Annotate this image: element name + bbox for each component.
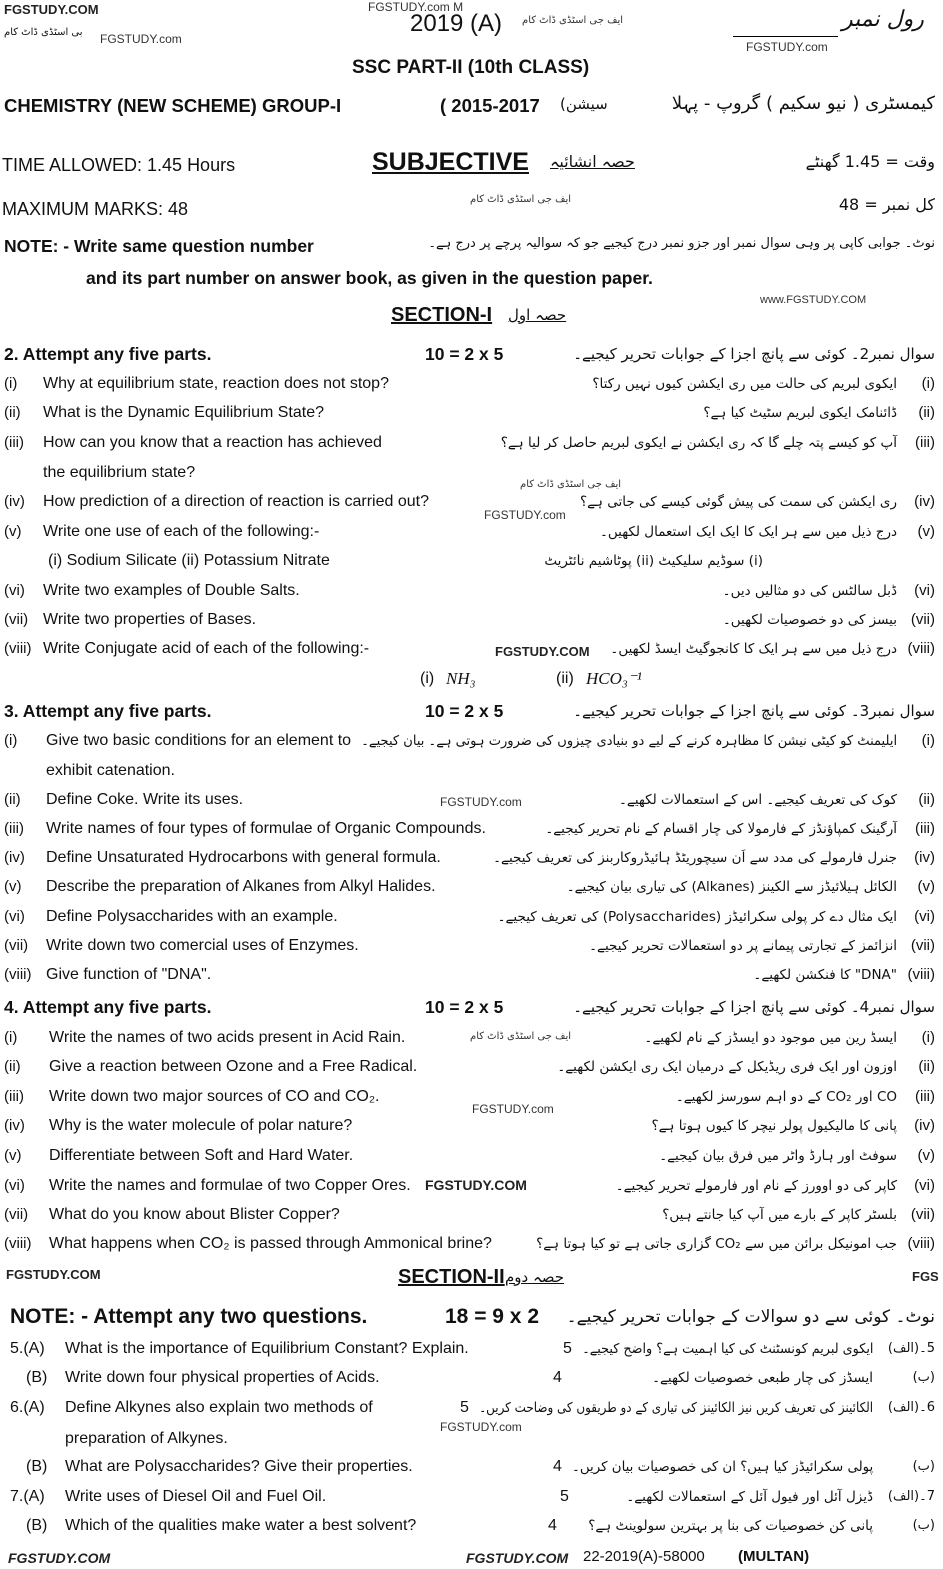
question-heading-urdu: سوال نمبر4۔ کوئی سے پانچ اجزا کے جوابات تحریر کیجیے۔ xyxy=(573,998,935,1016)
part-number-urdu: (viii) xyxy=(907,1235,935,1252)
part-text-urdu: بیسز کی دو خصوصیات لکھیں۔ xyxy=(722,612,897,628)
watermark: ایف جی اسٹڈی ڈاٹ کام xyxy=(520,479,622,490)
watermark: FGSTUDY.COM xyxy=(495,644,590,659)
part-text: preparation of Alkynes. xyxy=(65,1430,228,1447)
part-number: (ii) xyxy=(4,1058,21,1075)
part-marks: 5 xyxy=(563,1340,572,1357)
question-part xyxy=(0,1174,943,1198)
watermark: FGSTUDY.COM xyxy=(4,2,99,17)
part-number-urdu: (viii) xyxy=(907,966,935,983)
question-heading xyxy=(0,995,943,1019)
note-line-2: and its part number on answer book, as given in the question paper. xyxy=(86,268,653,288)
watermark: FGSTUDY.COM xyxy=(8,1550,111,1566)
part-text: What is the importance of Equilibrium Constant? Explain. xyxy=(65,1340,469,1357)
part-text-urdu: درج ذیل میں سے ہر ایک کا ایک ایک استعمال لکھیں۔ xyxy=(599,524,897,540)
part-number-urdu: (ب) xyxy=(912,1518,935,1533)
part-number-urdu: (viii) xyxy=(907,640,935,657)
part-number: (B) xyxy=(26,1369,48,1386)
part-text: Write names of four types of formulae of Organic Compounds. xyxy=(46,820,486,837)
watermark: ایف جی اسٹڈی ڈاٹ کام xyxy=(522,15,624,26)
question-heading-urdu: سوال نمبر2۔ کوئی سے پانچ اجزا کے جوابات تحریر کیجیے۔ xyxy=(573,345,935,363)
part-text-urdu: ڈبل سالٹس کی دو مثالیں دیں۔ xyxy=(722,583,897,599)
part-number: (i) xyxy=(4,732,18,749)
part-number: (vii) xyxy=(4,611,29,628)
part-number: (iii) xyxy=(4,1088,24,1105)
paper-code: 22-2019(A)-58000 xyxy=(583,1548,705,1565)
question-part xyxy=(0,461,943,485)
question-part xyxy=(0,1085,943,1109)
formula: HCO₃⁻¹ xyxy=(586,669,642,688)
question-part xyxy=(0,1026,943,1050)
note-urdu: نوٹ۔ جوابی کاپی پر وہی سوال نمبر اور جزو نمبر درج کیجیے جو کہ سوالیہ پرچے پر درج ہے۔ xyxy=(428,236,935,251)
part-number-urdu: (i) xyxy=(921,375,935,392)
part-number: (B) xyxy=(26,1458,48,1475)
part-number: (vi) xyxy=(4,582,25,599)
watermark: FGSTUDY.com xyxy=(100,32,182,46)
watermark: FGS xyxy=(912,1269,939,1284)
part-text: How can you know that a reaction has achieved xyxy=(43,434,382,451)
part-text-urdu: ڈائنامک ایکوی لبریم سٹیٹ کیا ہے؟ xyxy=(703,405,897,421)
part-number: (ii) xyxy=(4,791,21,808)
watermark: FGSTUDY.COM xyxy=(466,1550,569,1566)
question-part xyxy=(0,729,943,753)
part-number: (v) xyxy=(4,523,22,540)
part-number: (iv) xyxy=(4,849,25,866)
part-marks: 4 xyxy=(553,1458,562,1475)
part-text-urdu: بلسٹر کاپر کے بارے میں آپ کیا جانتے ہیں؟ xyxy=(662,1207,897,1223)
part-marks: 5 xyxy=(460,1399,469,1416)
section-1-title: SECTION-I xyxy=(391,304,493,326)
section-2-title: SECTION-II xyxy=(398,1266,505,1288)
part-number-urdu: (iii) xyxy=(915,1088,935,1105)
question-part xyxy=(0,875,943,899)
question-heading-text: 4. Attempt any five parts. xyxy=(4,997,212,1017)
watermark: FGSTUDY.com xyxy=(440,1420,522,1434)
part-text-urdu: CO اور CO₂ کے دو اہم سورسز لکھیے۔ xyxy=(675,1089,897,1105)
section-2-note-urdu: نوٹ۔ کوئی سے دو سوالات کے جوابات تحریر کیجیے۔ xyxy=(566,1307,935,1327)
part-text-urdu: ایسڈز کی چار طبعی خصوصیات لکھیے۔ xyxy=(652,1370,873,1386)
part-number-urdu: (ii) xyxy=(918,1058,935,1075)
part-number-urdu: (vi) xyxy=(914,1177,935,1194)
question-part xyxy=(0,846,943,870)
part-text-urdu: ڈیزل آئل اور فیول آئل کے استعمالات لکھیے۔ xyxy=(626,1489,873,1505)
part-number: (i) xyxy=(4,1029,18,1046)
question-marks: 10 = 2 x 5 xyxy=(425,344,504,364)
part-number: (B) xyxy=(26,1517,48,1534)
part-text-urdu: جنرل فارمولے کی مدد سے اَن سیچوریٹڈ ہائیڈروکاربنز کی تعریف کیجیے۔ xyxy=(493,850,897,866)
part-text: What is the Dynamic Equilibrium State? xyxy=(43,404,324,421)
question-part xyxy=(0,549,943,573)
watermark: FGSTUDY.com xyxy=(440,795,522,809)
question-part xyxy=(0,1514,943,1538)
question-part xyxy=(0,1203,943,1227)
question-part xyxy=(0,637,943,661)
formula: NH₃ xyxy=(446,669,476,688)
part-text-urdu: (i) سوڈیم سلیکیٹ (ii) پوٹاشیم نائٹریٹ xyxy=(544,553,763,569)
part-number-urdu: (ب) xyxy=(912,1370,935,1385)
subjective-title-urdu: حصہ انشائیہ xyxy=(550,152,635,171)
part-text: How prediction of a direction of reaction is carried out? xyxy=(43,493,429,510)
question-heading xyxy=(0,699,943,723)
part-number: (iv) xyxy=(4,493,25,510)
part-number-urdu: (ب) xyxy=(912,1459,935,1474)
part-text: What are Polysaccharides? Give their properties. xyxy=(65,1458,413,1475)
part-text: Write down four physical properties of Acids. xyxy=(65,1369,380,1386)
part-number-urdu: 5۔(الف) xyxy=(887,1341,935,1356)
question-part xyxy=(0,1396,943,1420)
part-number-urdu: (iii) xyxy=(915,434,935,451)
part-number-urdu: (i) xyxy=(921,732,935,749)
question-part xyxy=(0,1232,943,1256)
paper-year: 2019 (A) xyxy=(410,10,503,37)
part-text-urdu: کوک کی تعریف کیجیے۔ اس کے استعمالات لکھیے۔ xyxy=(619,792,897,808)
part-text-urdu: سوفٹ اور ہارڈ واٹر میں فرق بیان کیجیے۔ xyxy=(659,1148,897,1164)
part-number-urdu: (vii) xyxy=(910,1206,935,1223)
part-text: Write uses of Diesel Oil and Fuel Oil. xyxy=(65,1488,327,1505)
question-marks: 10 = 2 x 5 xyxy=(425,997,504,1017)
part-text-urdu: الکائل ہیلائیڈز سے الکینز (Alkanes) کی تیاری بیان کیجیے۔ xyxy=(566,879,897,895)
subject-title: CHEMISTRY (NEW SCHEME) GROUP-I xyxy=(4,95,342,116)
part-number-urdu: (i) xyxy=(921,1029,935,1046)
question-part xyxy=(0,817,943,841)
section-2-marks: 18 = 9 x 2 xyxy=(445,1305,539,1328)
question-part xyxy=(0,1455,943,1479)
part-number: (vi) xyxy=(4,908,25,925)
watermark: ایف جی اسٹڈی ڈاٹ کام xyxy=(470,194,572,205)
subjective-title: SUBJECTIVE xyxy=(372,148,529,176)
part-number: (iii) xyxy=(4,820,24,837)
part-text: Give two basic conditions for an element to xyxy=(46,732,352,749)
section-1-title-urdu: حصہ اول xyxy=(508,306,567,324)
paper-city: (MULTAN) xyxy=(738,1548,810,1565)
part-number-urdu: 7۔(الف) xyxy=(887,1489,935,1504)
part-text: exhibit catenation. xyxy=(46,762,175,779)
part-number: (iii) xyxy=(4,434,24,451)
part-text: What do you know about Blister Copper? xyxy=(49,1206,340,1223)
roll-number-label: رول نمبر xyxy=(842,7,924,32)
part-text-urdu: آپ کو کیسے پتہ چلے گا کہ ری ایکشن نے ایکوی لبریم حاصل کر لیا ہے؟ xyxy=(500,435,897,451)
part-text: Give a reaction between Ozone and a Free Radical. xyxy=(49,1058,418,1075)
part-text: (i) Sodium Silicate (ii) Potassium Nitrate xyxy=(48,552,330,569)
part-number: (vii) xyxy=(4,937,29,954)
part-number-urdu: (vii) xyxy=(910,611,935,628)
part-text-urdu: جب امونیکل برائن میں سے CO₂ گزاری جاتی ہے تو کیا ہوتا ہے؟ xyxy=(536,1236,897,1252)
part-text: Why at equilibrium state, reaction does not stop? xyxy=(43,375,389,392)
question-part xyxy=(0,1144,943,1168)
part-number: (vii) xyxy=(4,1206,29,1223)
part-text-urdu: پولی سکرائیڈز کیا ہیں؟ ان کی خصوصیات بیان کریں۔ xyxy=(571,1459,873,1475)
question-heading xyxy=(0,342,943,366)
part-text: Define Alkynes also explain two methods of xyxy=(65,1399,373,1416)
question-part xyxy=(0,401,943,425)
part-text-urdu: "DNA" کا فنکشن لکھیے۔ xyxy=(753,967,897,983)
question-heading-text: 3. Attempt any five parts. xyxy=(4,701,212,721)
section-2-title-urdu: حصہ دوم xyxy=(505,1268,565,1286)
question-part xyxy=(0,667,943,691)
session: ( 2015-2017 xyxy=(440,95,540,116)
question-marks: 10 = 2 x 5 xyxy=(425,701,504,721)
part-text-urdu: ایکوی لبریم کونسٹنٹ کی کیا اہمیت ہے؟ واضح کیجیے۔ xyxy=(581,1341,873,1357)
watermark: FGSTUDY.COM xyxy=(425,1177,527,1193)
question-heading-text: 2. Attempt any five parts. xyxy=(4,344,212,364)
question-part xyxy=(0,1055,943,1079)
question-part xyxy=(0,490,943,514)
part-text: Define Coke. Write its uses. xyxy=(46,791,244,808)
part-text: Write two examples of Double Salts. xyxy=(43,582,300,599)
part-number: (viii) xyxy=(4,1235,32,1252)
formula-label: (i) xyxy=(420,670,435,687)
part-number-urdu: (ii) xyxy=(918,791,935,808)
part-text-urdu: اوزون اور ایک فری ریڈیکل کے درمیان ایک ری ایکشن لکھیے۔ xyxy=(557,1059,897,1075)
part-text-urdu: درج ذیل میں سے ہر ایک کا کانجوگیٹ ایسڈ لکھیں۔ xyxy=(610,641,897,657)
part-number-urdu: (v) xyxy=(917,523,935,540)
part-text: Write one use of each of the following:- xyxy=(43,523,320,540)
question-part xyxy=(0,1337,943,1361)
part-number: (ii) xyxy=(4,404,21,421)
question-heading-urdu: سوال نمبر3۔ کوئی سے پانچ اجزا کے جوابات تحریر کیجیے۔ xyxy=(573,702,935,720)
watermark: ایف جی اسٹڈی ڈاٹ کام xyxy=(470,1031,572,1042)
question-part xyxy=(0,1114,943,1138)
part-text: Differentiate between Soft and Hard Water. xyxy=(49,1147,354,1164)
part-text: Write Conjugate acid of each of the following:- xyxy=(43,640,370,657)
part-text: Write the names of two acids present in Acid Rain. xyxy=(49,1029,406,1046)
question-part xyxy=(0,1427,943,1451)
part-text: Give function of "DNA". xyxy=(46,966,212,983)
maximum-marks: MAXIMUM MARKS: 48 xyxy=(2,199,189,219)
class-title: SSC PART-II (10th CLASS) xyxy=(352,57,590,78)
part-text: What happens when CO₂ is passed through Ammonical brine? xyxy=(49,1235,492,1252)
watermark: www.FGSTUDY.COM xyxy=(760,294,867,306)
watermark: FGSTUDY.com xyxy=(746,40,828,54)
part-number-urdu: (ii) xyxy=(918,404,935,421)
part-text-urdu: آرگینک کمپاؤنڈز کے فارمولا کی چار اقسام کے نام تحریر کیجیے۔ xyxy=(545,821,897,837)
question-part xyxy=(0,608,943,632)
roll-number-field xyxy=(733,12,838,37)
watermark: FGSTUDY.COM xyxy=(6,1267,101,1282)
part-text: Describe the preparation of Alkanes from Alkyl Halides. xyxy=(46,878,436,895)
part-text-urdu: پانی کا مالیکیول پولر نیچر کا کیوں ہوتا ہے؟ xyxy=(651,1118,897,1134)
question-part xyxy=(0,431,943,455)
part-number-urdu: (iv) xyxy=(914,849,935,866)
subject-title-urdu: کیمسٹری ( نیو سکیم ) گروپ - پہلا xyxy=(671,93,935,114)
part-text: Write down two major sources of CO and CO₂. xyxy=(49,1088,380,1105)
part-number-urdu: (iv) xyxy=(914,493,935,510)
part-text-urdu: انزائمز کے تجارتی پیمانے پر دو استعمالات تحریر کیجیے۔ xyxy=(589,938,897,954)
part-text: Define Unsaturated Hydrocarbons with general formula. xyxy=(46,849,441,866)
question-part xyxy=(0,759,943,783)
part-number: 6.(A) xyxy=(10,1399,45,1416)
marks-urdu: کل نمبر = 48 xyxy=(838,195,935,214)
part-number: (v) xyxy=(4,878,22,895)
watermark: FGSTUDY.com xyxy=(472,1102,554,1116)
part-text: Write the names and formulae of two Copper Ores. xyxy=(49,1177,411,1194)
question-part xyxy=(0,788,943,812)
part-number-urdu: (iv) xyxy=(914,1117,935,1134)
part-text-urdu: کاپر کی دو اوورز کے نام اور فارمولے تحریر کیجیے۔ xyxy=(615,1178,897,1194)
question-part xyxy=(0,963,943,987)
part-text-urdu: ایلیمنٹ کو کیٹی نیشن کا مظاہرہ کرنے کے لیے دو بنیادی چیزوں کی ضرورت ہوتی ہے۔ بیان کیجیے۔ xyxy=(361,733,897,749)
question-part xyxy=(0,579,943,603)
part-text-urdu: ایک مثال دے کر پولی سکرائیڈز (Polysaccharides) کی تعریف کیجیے۔ xyxy=(497,909,897,925)
question-part xyxy=(0,1485,943,1509)
part-text-urdu: ایسڈ رین میں موجود دو ایسڈز کے نام لکھیے۔ xyxy=(644,1030,897,1046)
part-text: Define Polysaccharides with an example. xyxy=(46,908,338,925)
part-number: 7.(A) xyxy=(10,1488,45,1505)
question-part xyxy=(0,520,943,544)
part-number-urdu: (v) xyxy=(917,1147,935,1164)
part-marks: 4 xyxy=(548,1517,557,1534)
time-urdu: وقت = 1.45 گھنٹے xyxy=(805,152,935,171)
part-text: the equilibrium state? xyxy=(43,464,196,481)
note-line-1: NOTE: - Write same question number xyxy=(4,236,314,256)
part-number: (vi) xyxy=(4,1177,25,1194)
part-number-urdu: (vi) xyxy=(914,908,935,925)
question-part xyxy=(0,905,943,929)
watermark: بی اسٹڈی ڈاٹ کام xyxy=(4,27,83,38)
part-text: Which of the qualities make water a best solvent? xyxy=(65,1517,417,1534)
watermark: FGSTUDY.com M xyxy=(368,0,464,14)
part-marks: 4 xyxy=(553,1369,562,1386)
part-marks: 5 xyxy=(560,1488,569,1505)
part-text: Write two properties of Bases. xyxy=(43,611,257,628)
part-text-urdu: ری ایکشن کی سمت کی پیش گوئی کیسے کی جاتی ہے؟ xyxy=(579,494,897,510)
part-number: (v) xyxy=(4,1147,22,1164)
part-number: (i) xyxy=(4,375,18,392)
part-number: (viii) xyxy=(4,640,32,657)
part-number: (iv) xyxy=(4,1117,25,1134)
section-2-note: NOTE: - Attempt any two questions. xyxy=(10,1305,368,1328)
part-number-urdu: (vi) xyxy=(914,582,935,599)
part-text-urdu: ایکوی لبریم کی حالت میں ری ایکشن کیوں نہیں رکتا؟ xyxy=(592,376,897,392)
part-number: (viii) xyxy=(4,966,32,983)
part-number-urdu: 6۔(الف) xyxy=(887,1400,935,1415)
question-part xyxy=(0,372,943,396)
part-text: Write down two comercial uses of Enzymes. xyxy=(46,937,359,954)
watermark: FGSTUDY.com xyxy=(484,508,566,522)
formula-label: (ii) xyxy=(556,670,574,687)
part-number-urdu: (iii) xyxy=(915,820,935,837)
part-number: 5.(A) xyxy=(10,1340,45,1357)
part-number-urdu: (vii) xyxy=(910,937,935,954)
part-text-urdu: الکائینز کی تعریف کریں نیز الکائینز کی تیاری کے دو طریقوں کی وضاحت کریں۔ xyxy=(479,1400,873,1416)
question-part xyxy=(0,1366,943,1390)
part-number-urdu: (v) xyxy=(917,878,935,895)
time-allowed: TIME ALLOWED: 1.45 Hours xyxy=(2,155,236,175)
part-text-urdu: پانی کن خصوصیات کی بنا پر بہترین سولوینٹ ہے؟ xyxy=(588,1518,873,1534)
part-text: Why is the water molecule of polar nature? xyxy=(49,1117,353,1134)
session-urdu: سیشن) xyxy=(560,95,608,113)
question-part xyxy=(0,934,943,958)
